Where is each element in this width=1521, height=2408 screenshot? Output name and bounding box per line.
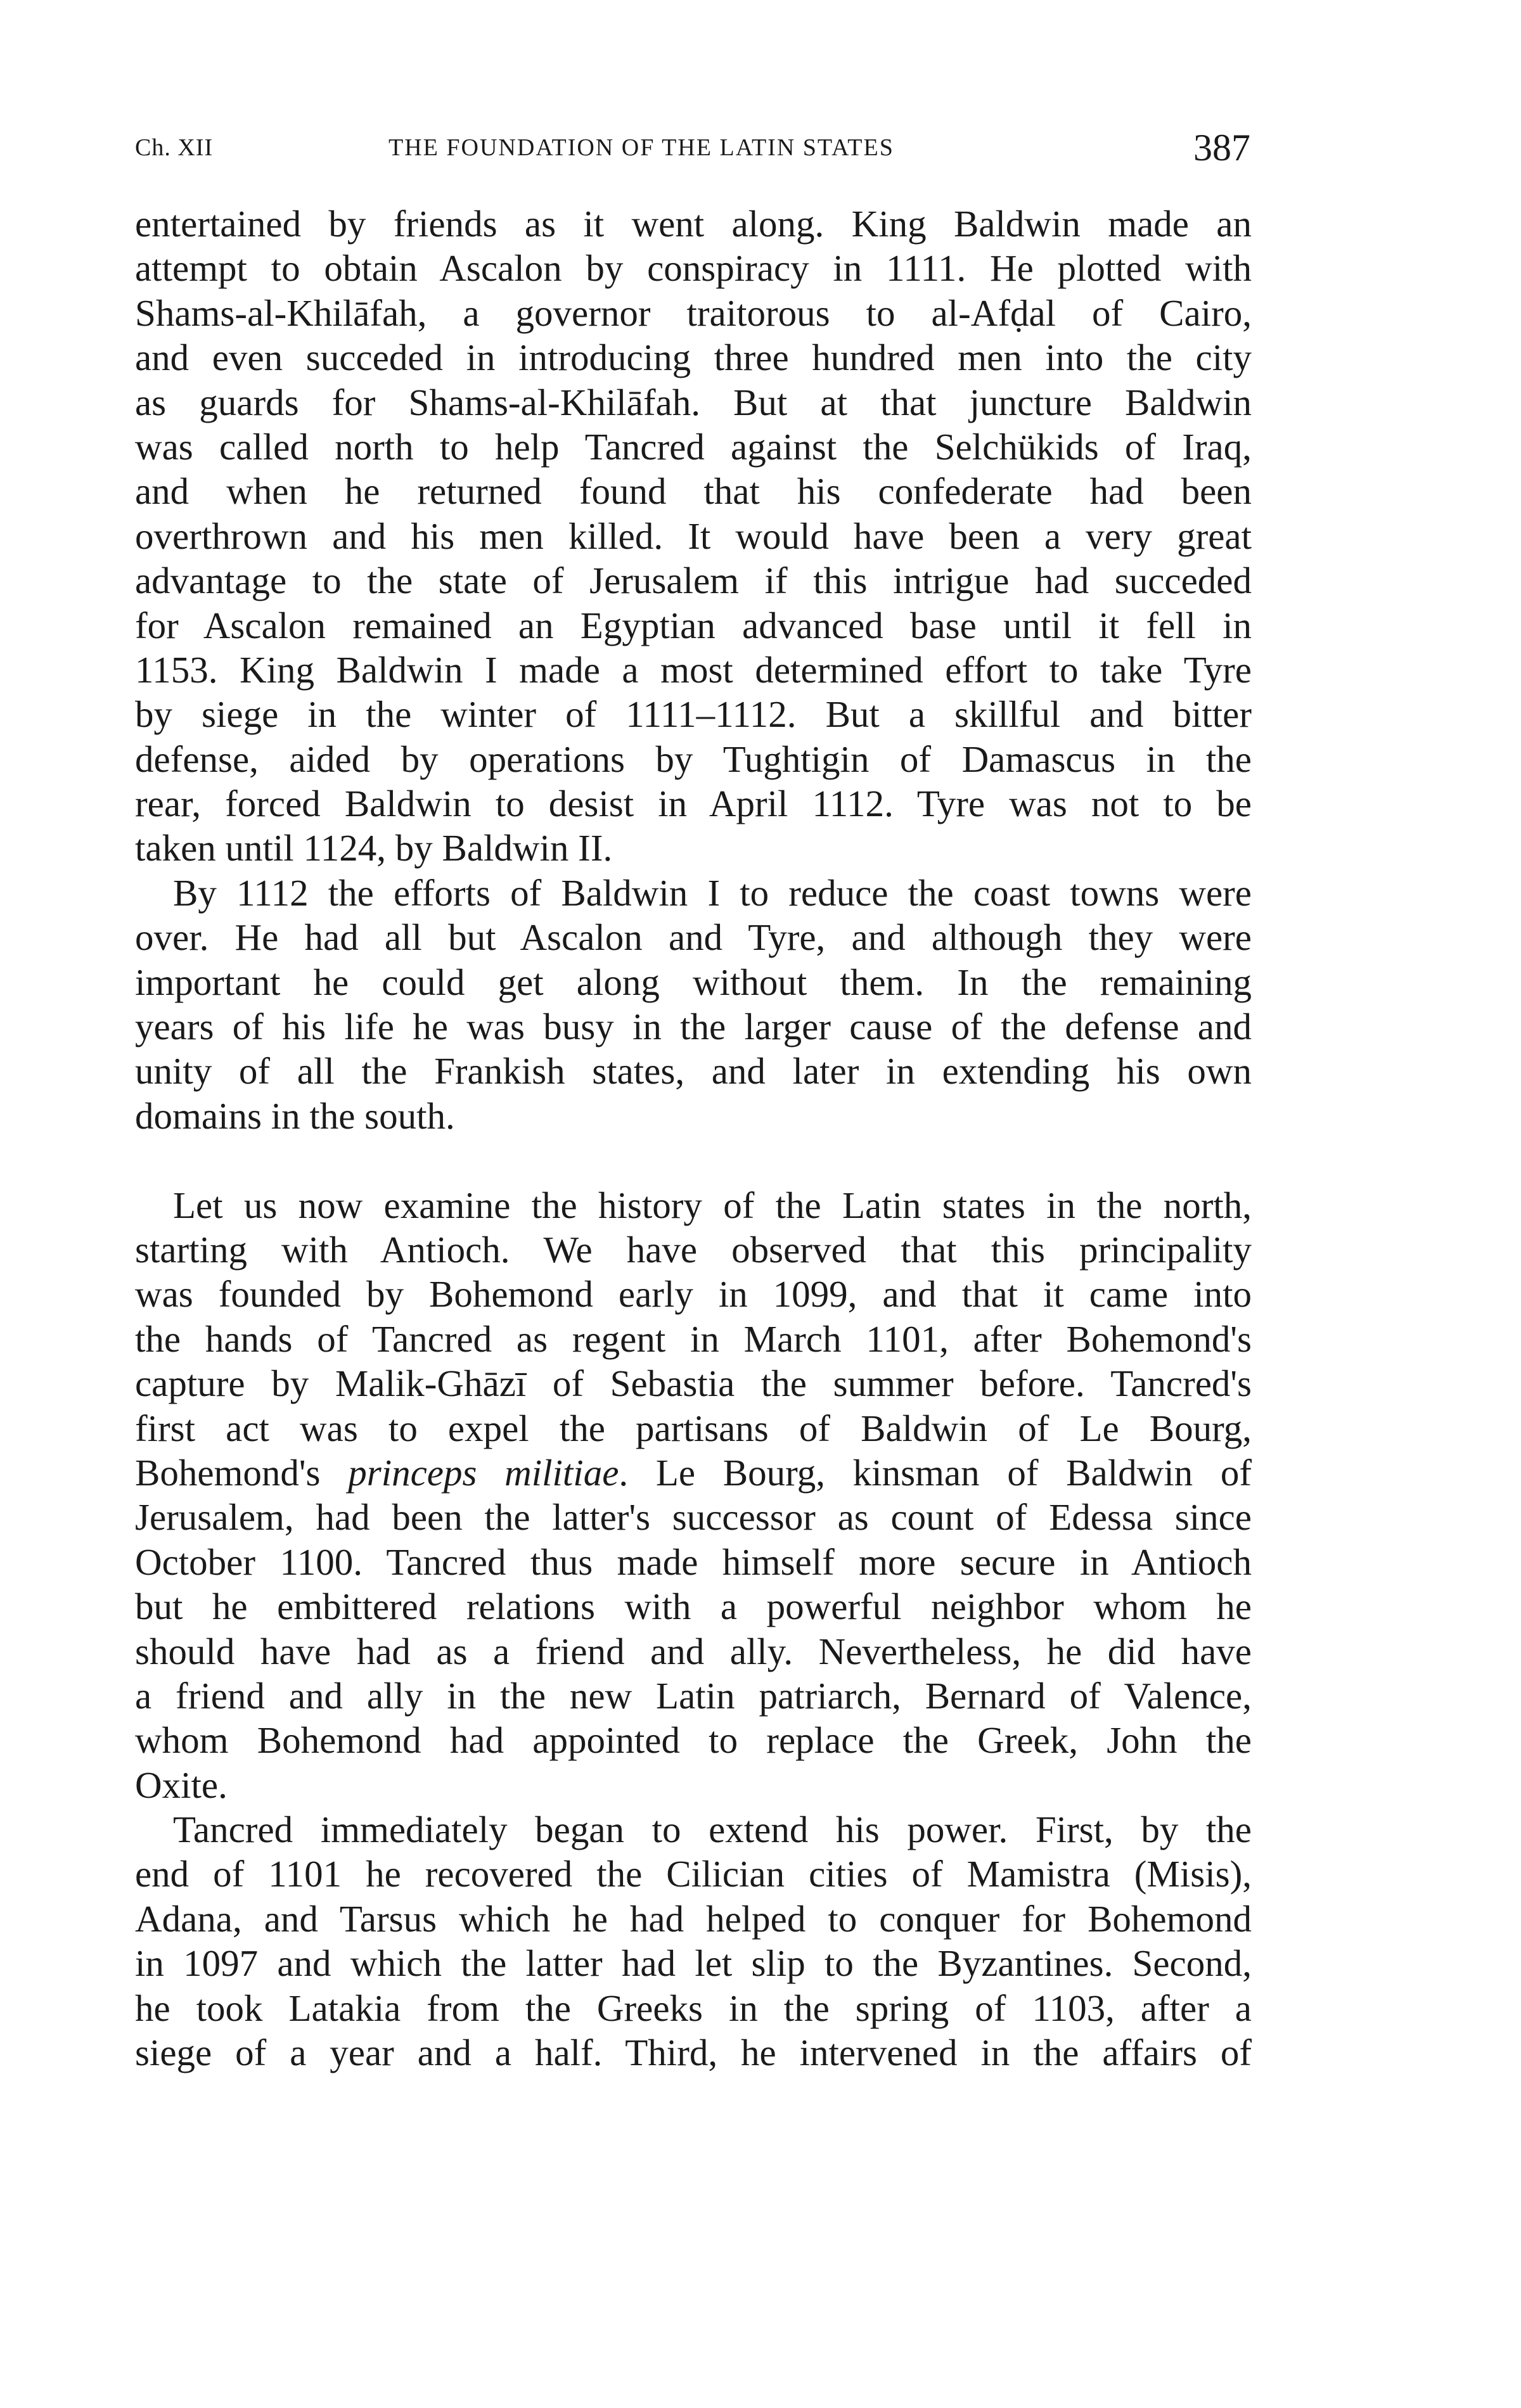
text-line: and even succeded in introducing three hundred men into the city [135,336,1252,379]
text-line: Let us now examine the history of the Latin states in the north, [173,1184,1252,1226]
text-line: defense, aided by operations by Tughtigin of Damascus in the [135,738,1252,780]
running-head [135,127,1250,169]
text-line: but he embittered relations with a powerful neighbor whom he [135,1585,1252,1628]
italic-term: princeps militiae [348,1451,619,1494]
text-line: 1153. King Baldwin I made a most determined effort to take Tyre [135,648,1252,691]
text-line: taken until 1124, by Baldwin II. [135,827,613,869]
text-line: October 1100. Tancred thus made himself more secure in Antioch [135,1540,1252,1583]
text-line: the hands of Tancred as regent in March 1101, after Bohemond's [135,1317,1252,1360]
text-line: was founded by Bohemond early in 1099, and that it came into [135,1273,1252,1316]
chapter-label: Ch. XII [135,134,214,161]
text-line: whom Bohemond had appointed to replace the Greek, John the [135,1719,1252,1762]
text-line: advantage to the state of Jerusalem if this intrigue had succeded [135,560,1252,602]
text-line: important he could get along without them. In the remaining [135,961,1252,1003]
page-number: 387 [1193,127,1250,169]
text-line: capture by Malik-Ghāzī of Sebastia the summer before. Tancred's [135,1362,1252,1405]
text-line: rear, forced Baldwin to desist in April 1112. Tyre was not to be [135,783,1252,825]
text-fragment: Bohemond's [135,1451,349,1494]
text-line: Jerusalem, had been the latter's successor as count of Edessa since [135,1496,1252,1539]
text-line: he took Latakia from the Greeks in the spring of 1103, after a [135,1987,1252,2029]
text-line: over. He had all but Ascalon and Tyre, and although they were [135,916,1252,959]
running-title: THE FOUNDATION OF THE LATIN STATES [388,134,894,161]
text-line: Tancred immediately began to extend his power. First, by the [173,1809,1252,1851]
text-line: and when he returned found that his confederate had been [135,470,1252,513]
text-line: siege of a year and a half. Third, he intervened in the affairs of [135,2032,1252,2074]
text-line: starting with Antioch. We have observed that this principality [135,1228,1252,1271]
text-fragment: . Le Bourg, kinsman of Baldwin of [619,1451,1252,1494]
text-line: Adana, and Tarsus which he had helped to conquer for Bohemond [135,1897,1252,1940]
text-line: years of his life he was busy in the larger cause of the defense and [135,1006,1252,1048]
text-line: for Ascalon remained an Egyptian advanced base until it fell in [135,604,1252,646]
text-line: by siege in the winter of 1111–1112. But a skillful and bitter [135,693,1252,736]
text-line: entertained by friends as it went along. King Baldwin made an [135,203,1252,245]
text-line: domains in the south. [135,1094,455,1137]
text-line [135,1451,1252,1495]
text-line: By 1112 the efforts of Baldwin I to reduce the coast towns were [173,871,1252,914]
text-line: was called north to help Tancred against the Selchükids of Iraq, [135,425,1252,468]
text-line: end of 1101 he recovered the Cilician cities of Mamistra (Misis), [135,1853,1252,1895]
text-line: Shams-al-Khilāfah, a governor traitorous to al-Afḍal of Cairo, [135,291,1252,334]
text-line: in 1097 and which the latter had let slip to the Byzantines. Second, [135,1942,1252,1985]
text-line: a friend and ally in the new Latin patriarch, Bernard of Valence, [135,1674,1252,1717]
text-line: Oxite. [135,1764,228,1806]
text-line: should have had as a friend and ally. Nevertheless, he did have [135,1630,1252,1672]
text-line: unity of all the Frankish states, and later in extending his own [135,1050,1252,1092]
text-line: as guards for Shams-al-Khilāfah. But at that juncture Baldwin [135,381,1252,423]
section-break [135,1138,1252,1182]
text-line: first act was to expel the partisans of Baldwin of Le Bourg, [135,1407,1252,1449]
text-line: overthrown and his men killed. It would have been a very great [135,515,1252,557]
body-text [135,202,1252,2075]
text-line: attempt to obtain Ascalon by conspiracy in 1111. He plotted with [135,247,1252,290]
